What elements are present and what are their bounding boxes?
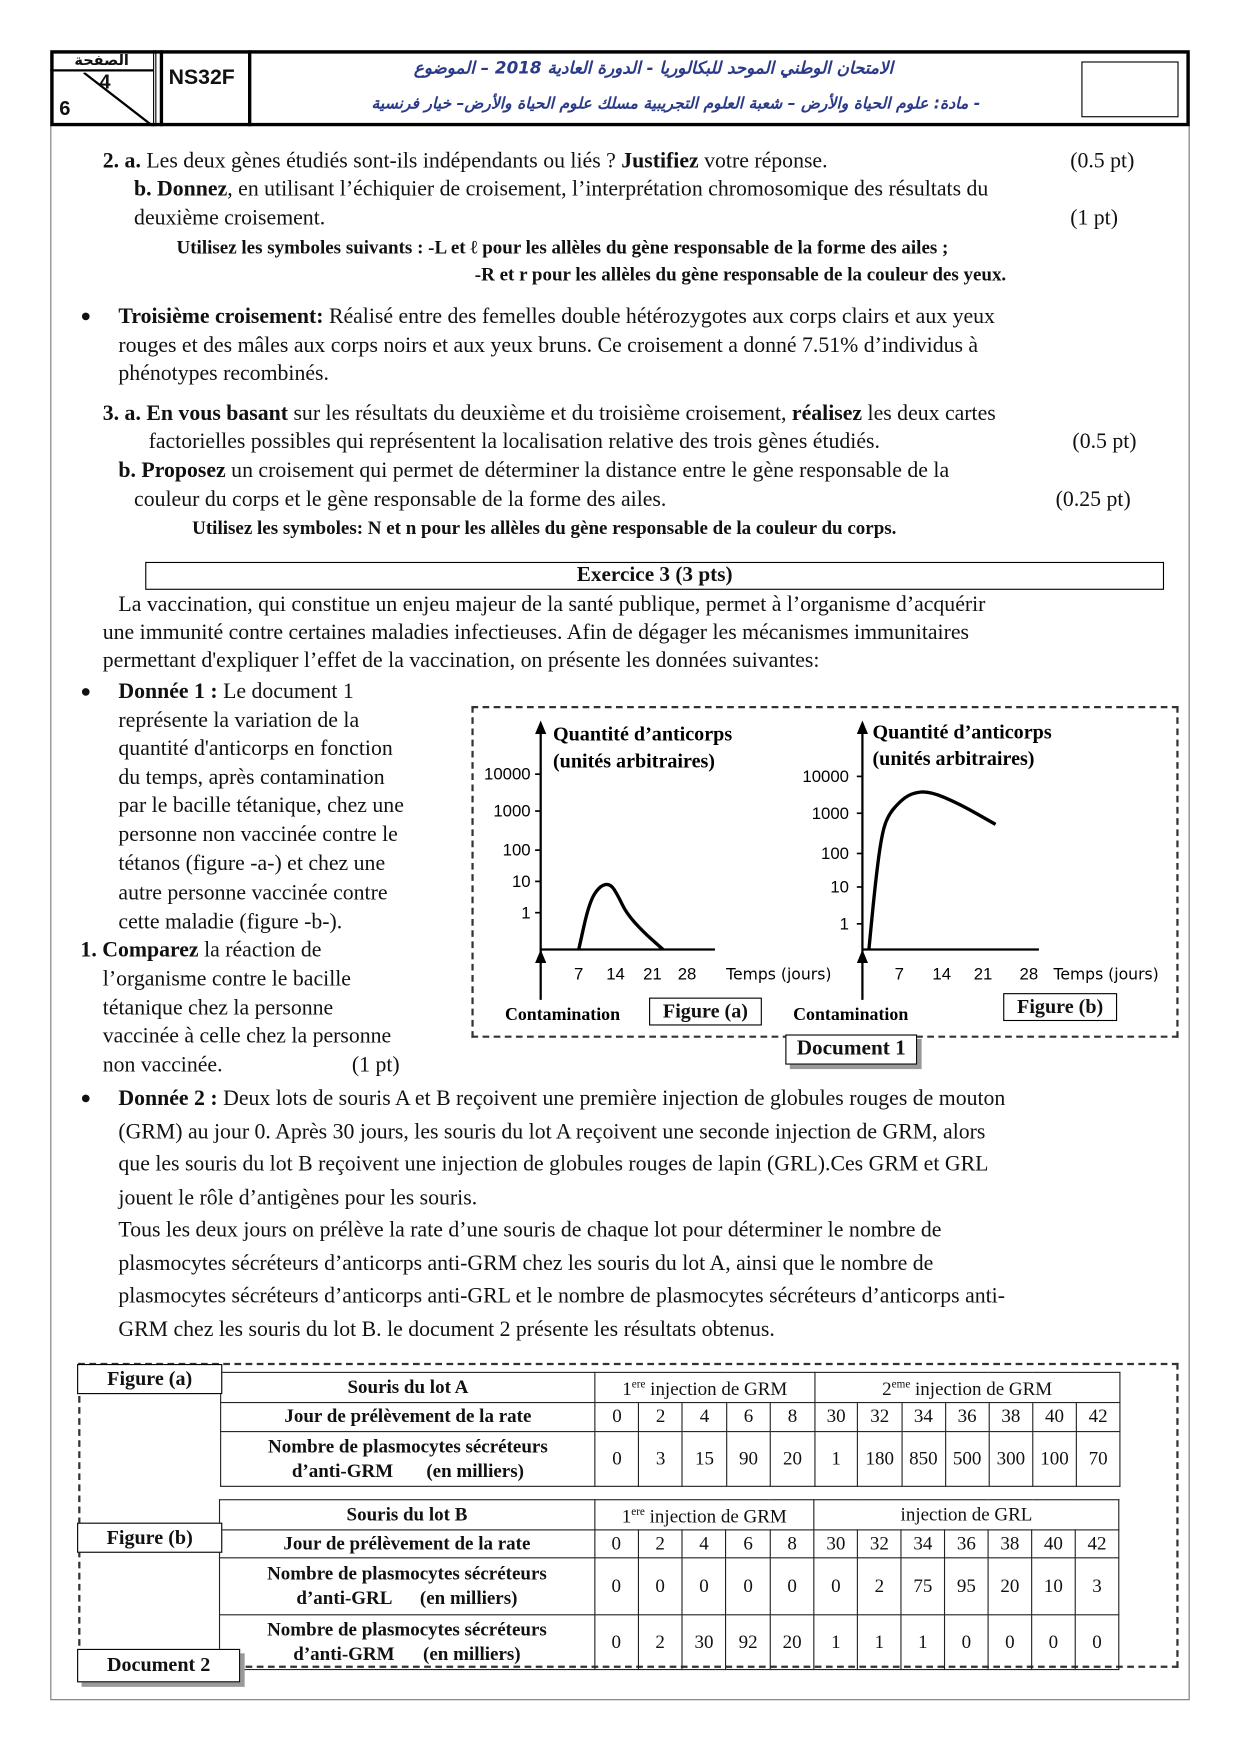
donnee1-line: tétanos (figure -a-) et chez une	[118, 852, 386, 876]
q3a-lead: 3. a. En vous basant	[102, 402, 289, 426]
donnee1-line: autre personne vaccinée contre	[118, 881, 388, 905]
table-cell: 20	[988, 1557, 1031, 1614]
table-cell: 0	[594, 1614, 638, 1669]
donnee1-line: quantité d'anticorps en fonction	[118, 737, 393, 761]
table-cell: 40	[1032, 1530, 1075, 1558]
document-2-label: Document 2	[77, 1649, 240, 1683]
symbols-note-1: Utilisez les symboles suivants : -L et ℓ pour les allèles du gène responsable de la forme des ailes ;	[176, 236, 949, 259]
table-cell: 1	[814, 1614, 857, 1669]
bullet-icon: ●	[80, 1089, 92, 1109]
donnee2-line: GRM chez les souris du lot B. le document 2 présente les résultats obtenus.	[118, 1318, 775, 1342]
table-cell: 0	[770, 1557, 814, 1614]
table-cell: 500	[945, 1431, 989, 1486]
table-cell: 4	[683, 1402, 727, 1431]
table-cell: 38	[988, 1530, 1031, 1558]
page-total: 6	[59, 97, 71, 120]
table-cell: 2	[858, 1557, 901, 1614]
table-cell: 850	[902, 1431, 946, 1486]
y-tick-label: 1000	[811, 803, 850, 823]
table-cell: 8	[770, 1530, 814, 1558]
intro-line: La vaccination, qui constitue un enjeu majeur de la santé publique, permet à l’organisme d’acquérir	[118, 593, 986, 617]
donnee1-line: cette maladie (figure -b-).	[118, 910, 343, 934]
contamination-label: Contamination	[504, 1003, 621, 1024]
y-axis-title: (unités arbitraires)	[552, 750, 716, 773]
bullet-icon: ●	[80, 307, 92, 327]
donnee2-line: Tous les deux jours on prélève la rate d’une souris de chaque lot pour déterminer le nombre de	[118, 1218, 942, 1243]
table-cell: 180	[858, 1431, 902, 1486]
donnee1-text: Le document 1	[217, 680, 354, 704]
contamination-arrow-icon	[535, 950, 546, 963]
figure-b-label: Figure (b)	[1003, 993, 1117, 1021]
q3a-line2: factorielles possibles qui représentent la localisation relative des trois gènes étudiés.	[148, 430, 880, 454]
table-cell: 95	[945, 1557, 988, 1614]
group-label: injection de GRM	[644, 1505, 787, 1527]
q3b-line2: couleur du corps et le gène responsable de la forme des ailes.	[134, 488, 667, 512]
table-cell: 10	[1032, 1557, 1075, 1614]
table-cell: 3	[1075, 1557, 1119, 1614]
table-cell: 15	[683, 1431, 727, 1486]
donnee2-line: que les souris du lot B reçoivent une injection de globules rouges de lapin (GRL).Ces GRM et GRL	[118, 1152, 989, 1177]
q3a-verb: réalisez	[791, 402, 863, 426]
table-cell: 0	[988, 1614, 1031, 1669]
table-cell: 36	[945, 1402, 989, 1431]
table-cell: 0	[814, 1557, 857, 1614]
q3b-points: (0.25 pt)	[1055, 488, 1131, 512]
y-tick-label: 1	[839, 914, 850, 934]
q2a-verb: Justifiez	[621, 149, 699, 174]
symbols-note-2: -R et r pour les allèles du gène responsable de la couleur des yeux.	[474, 263, 1007, 285]
donnee2-line	[118, 1086, 1005, 1113]
table-cell: 20	[770, 1431, 814, 1486]
y-tick-label: 10	[830, 877, 850, 897]
exercise-3-title: Exercice 3 (3 pts)	[145, 562, 1164, 590]
q2a-text2: votre réponse.	[698, 149, 828, 174]
group-2-header: injection de GRL	[814, 1500, 1119, 1530]
q3a-text: sur les résultats du deuxième et du troisième croisement,	[288, 402, 792, 426]
donnee2-title: Donnée 2 :	[118, 1086, 218, 1111]
table-row-anti-grm	[221, 1431, 1120, 1486]
q2a-text: Les deux gènes étudiés sont-ils indépendants ou liés ?	[140, 149, 622, 174]
donnee1-line: personne non vaccinée contre le	[118, 823, 398, 847]
table-cell: 32	[858, 1402, 902, 1431]
y-axis-arrow-icon	[535, 721, 546, 734]
table-cell: 30	[682, 1614, 726, 1669]
table-row-days	[221, 1402, 1120, 1431]
ordinal: 1	[621, 1505, 632, 1527]
donnee2-line: jouent le rôle d’antigènes pour les souris.	[118, 1186, 478, 1210]
table-cell: 0	[594, 1530, 638, 1558]
page-label: الصفحة	[50, 53, 153, 72]
table-cell: 42	[1075, 1530, 1119, 1558]
x-tick-label: 21	[973, 964, 993, 984]
antibody-curve	[869, 792, 996, 950]
table-cell: 300	[989, 1431, 1033, 1486]
q2a-points: (0.5 pt)	[1070, 149, 1135, 174]
row-label-l1: Nombre de plasmocytes sécréteurs	[267, 1562, 547, 1584]
x-tick-label: 14	[932, 964, 952, 984]
q1-line: l’organisme contre le bacille	[102, 967, 351, 991]
table-cell: 2	[638, 1614, 682, 1669]
table-lot-b	[219, 1499, 1119, 1670]
x-tick-label: 14	[606, 964, 625, 984]
table-row-anti-grl	[220, 1557, 1119, 1614]
figure-a-label: Figure (a)	[649, 998, 762, 1026]
table-header-row	[221, 1372, 1120, 1402]
table-cell: 34	[902, 1402, 946, 1431]
y-tick-label: 10000	[484, 764, 531, 784]
cross3-line2: rouges et des mâles aux corps noirs et aux yeux bruns. Ce croisement a donné 7.51% d’individus à	[118, 334, 979, 358]
table-cell: 30	[814, 1402, 857, 1431]
q3b-verb: b. Proposez	[118, 459, 226, 483]
cross3-title: Troisième croisement:	[118, 304, 324, 329]
header-title-line2: - مادة: علوم الحياة والأرض – شعبة العلوم التجريبية مسلك علوم الحياة والأرض– خيار فرنسية	[371, 94, 981, 113]
table-cell: 0	[595, 1431, 639, 1486]
row-label	[221, 1431, 596, 1486]
table-cell: 40	[1033, 1402, 1077, 1431]
row-label	[220, 1557, 595, 1614]
intro-line: une immunité contre certaines maladies infectieuses. Afin de dégager les mécanismes immunitaires	[102, 621, 969, 645]
y-tick-label: 10000	[802, 766, 850, 786]
y-tick-label: 100	[821, 844, 850, 864]
table-cell: 2	[638, 1530, 682, 1558]
group-1-header	[595, 1372, 814, 1402]
table-cell: 0	[945, 1614, 988, 1669]
table-cell: 3	[639, 1431, 683, 1486]
table-cell: 0	[595, 1402, 639, 1431]
row-label-l2: d’anti-GRM (en milliers)	[291, 1459, 524, 1481]
page-current: 4	[99, 70, 111, 93]
ordinal: 1	[622, 1378, 632, 1400]
row-label: Jour de prélèvement de la rate	[221, 1402, 596, 1431]
y-axis-title: Quantité d’anticorps	[872, 721, 1052, 744]
donnee1-line: représente la variation de la	[118, 709, 360, 733]
row-label-l2: d’anti-GRM (en milliers)	[293, 1642, 521, 1665]
header-title-line1: الامتحان الوطني الموحد للبكالوريا - الدورة العادية 2018 – الموضوع	[413, 58, 894, 79]
symbols-note-3: Utilisez les symboles: N et n pour les allèles du gène responsable de la couleur du corps.	[192, 517, 897, 539]
q1-verb: 1. Comparez	[80, 938, 199, 962]
figure-a-label: Figure (a)	[77, 1364, 222, 1394]
table-cell: 32	[858, 1530, 901, 1558]
donnee1-line: par le bacille tétanique, chez une	[118, 794, 404, 818]
q2b-verb: b. Donnez	[134, 177, 228, 202]
group-label: injection de GRM	[910, 1378, 1053, 1400]
x-axis-title: Temps (jours)	[1053, 964, 1159, 984]
group-1-header	[594, 1500, 814, 1530]
table-cell: 36	[945, 1530, 988, 1558]
q1-points: (1 pt)	[351, 1053, 400, 1077]
donnee1-title: Donnée 1 :	[118, 680, 218, 704]
table-cell: 20	[770, 1614, 814, 1669]
row-label-l1: Nombre de plasmocytes sécréteurs	[267, 1618, 547, 1640]
row-label: Jour de prélèvement de la rate	[220, 1530, 595, 1558]
table-cell: 0	[1032, 1614, 1075, 1669]
exam-code: NS32F	[160, 50, 252, 126]
table-cell: 0	[726, 1557, 770, 1614]
q1-line: tétanique chez la personne	[102, 996, 334, 1020]
donnee2-line: plasmocytes sécréteurs d’anticorps anti-GRL et le nombre de plasmocytes sécréteurs d’anticorps anti-	[118, 1284, 1006, 1309]
donnee1-line: du temps, après contamination	[118, 766, 385, 790]
donnee2-text: Deux lots de souris A et B reçoivent une première injection de globules rouges de mouton	[217, 1086, 1006, 1111]
table-cell: 0	[1075, 1614, 1119, 1669]
q3a-text2: les deux cartes	[862, 402, 996, 426]
table-cell: 0	[594, 1557, 638, 1614]
intro-line: permettant d'expliquer l’effet de la vaccination, on présente les données suivantes:	[102, 649, 820, 673]
x-tick-label: 21	[643, 964, 662, 984]
table-cell: 2	[639, 1402, 683, 1431]
x-tick-label: 28	[1019, 964, 1039, 984]
table-header-row	[220, 1500, 1119, 1530]
q3a-points: (0.5 pt)	[1072, 430, 1137, 454]
ordinal-sup: ere	[631, 1378, 646, 1391]
y-tick-label: 10	[511, 871, 531, 891]
q3b-text: un croisement qui permet de déterminer la distance entre le gène responsable de la	[225, 459, 950, 483]
table-cell: 1	[814, 1431, 857, 1486]
bullet-icon: ●	[80, 682, 92, 702]
table-cell: 1	[858, 1614, 901, 1669]
cross3-line3: phénotypes recombinés.	[118, 361, 329, 386]
q1-text: la réaction de	[198, 938, 322, 962]
table-title: Souris du lot A	[221, 1372, 596, 1402]
x-tick-label: 28	[677, 964, 697, 984]
q2b-points: (1 pt)	[1070, 206, 1118, 231]
table-cell: 34	[901, 1530, 944, 1558]
table-row-anti-grm	[220, 1614, 1119, 1669]
x-tick-label: 7	[894, 964, 904, 984]
row-label	[220, 1614, 595, 1669]
ordinal: 2	[882, 1378, 892, 1400]
y-tick-label: 1000	[493, 801, 531, 821]
table-cell: 8	[770, 1402, 814, 1431]
group-label: injection de GRM	[645, 1378, 788, 1400]
table-cell: 30	[814, 1530, 857, 1558]
row-label-l1: Nombre de plasmocytes sécréteurs	[268, 1435, 548, 1457]
table-title: Souris du lot B	[220, 1500, 595, 1530]
y-axis-title: Quantité d’anticorps	[552, 723, 733, 746]
y-axis-arrow-icon	[857, 721, 868, 734]
q1-line: vaccinée à celle chez la personne	[102, 1024, 392, 1048]
y-axis-title: (unités arbitraires)	[872, 748, 1035, 771]
donnee2-line: (GRM) au jour 0. Après 30 jours, les souris du lot A reçoivent une seconde injection de GRM, alors	[118, 1120, 986, 1144]
x-tick-label: 7	[574, 964, 584, 984]
cross3-text: Réalisé entre des femelles double hétérozygotes aux corps clairs et aux yeux	[323, 304, 995, 329]
table-cell: 4	[682, 1530, 726, 1558]
table-cell: 75	[901, 1557, 944, 1614]
table-cell: 0	[638, 1557, 682, 1614]
group-2-header	[814, 1372, 1119, 1402]
table-cell: 70	[1076, 1431, 1120, 1486]
table-cell: 6	[726, 1402, 770, 1431]
table-cell: 42	[1076, 1402, 1120, 1431]
document-1-label: Document 1	[785, 1034, 917, 1064]
q2b-line2: deuxième croisement.	[134, 206, 326, 231]
contamination-arrow-icon	[857, 950, 868, 963]
q1-line: non vaccinée.	[102, 1053, 223, 1077]
table-cell: 92	[726, 1614, 770, 1669]
donnee2-line: plasmocytes sécréteurs d’anticorps anti-GRM chez les souris du lot A, ainsi que le nombre de	[118, 1252, 934, 1276]
antibody-curve	[579, 884, 663, 949]
y-tick-label: 1	[521, 903, 531, 923]
row-label-l2: d’anti-GRL (en milliers)	[296, 1587, 518, 1609]
table-cell: 38	[989, 1402, 1033, 1431]
contamination-label: Contamination	[793, 1003, 909, 1024]
figure-b-label: Figure (b)	[77, 1523, 222, 1553]
x-axis-title: Temps (jours)	[726, 964, 832, 984]
table-cell: 90	[726, 1431, 770, 1486]
ordinal-sup: eme	[891, 1378, 911, 1391]
q2a-number: 2. a.	[102, 149, 141, 174]
table-cell: 6	[726, 1530, 770, 1558]
table-lot-a	[220, 1372, 1120, 1487]
table-cell: 100	[1033, 1431, 1077, 1486]
q2b-text: , en utilisant l’échiquier de croisement, l’interprétation chromosomique des résultats du	[227, 177, 989, 202]
y-tick-label: 100	[502, 840, 531, 860]
table-row-days	[220, 1530, 1119, 1558]
ordinal-sup: ere	[631, 1505, 645, 1519]
table-cell: 0	[682, 1557, 726, 1614]
table-cell: 1	[901, 1614, 944, 1669]
